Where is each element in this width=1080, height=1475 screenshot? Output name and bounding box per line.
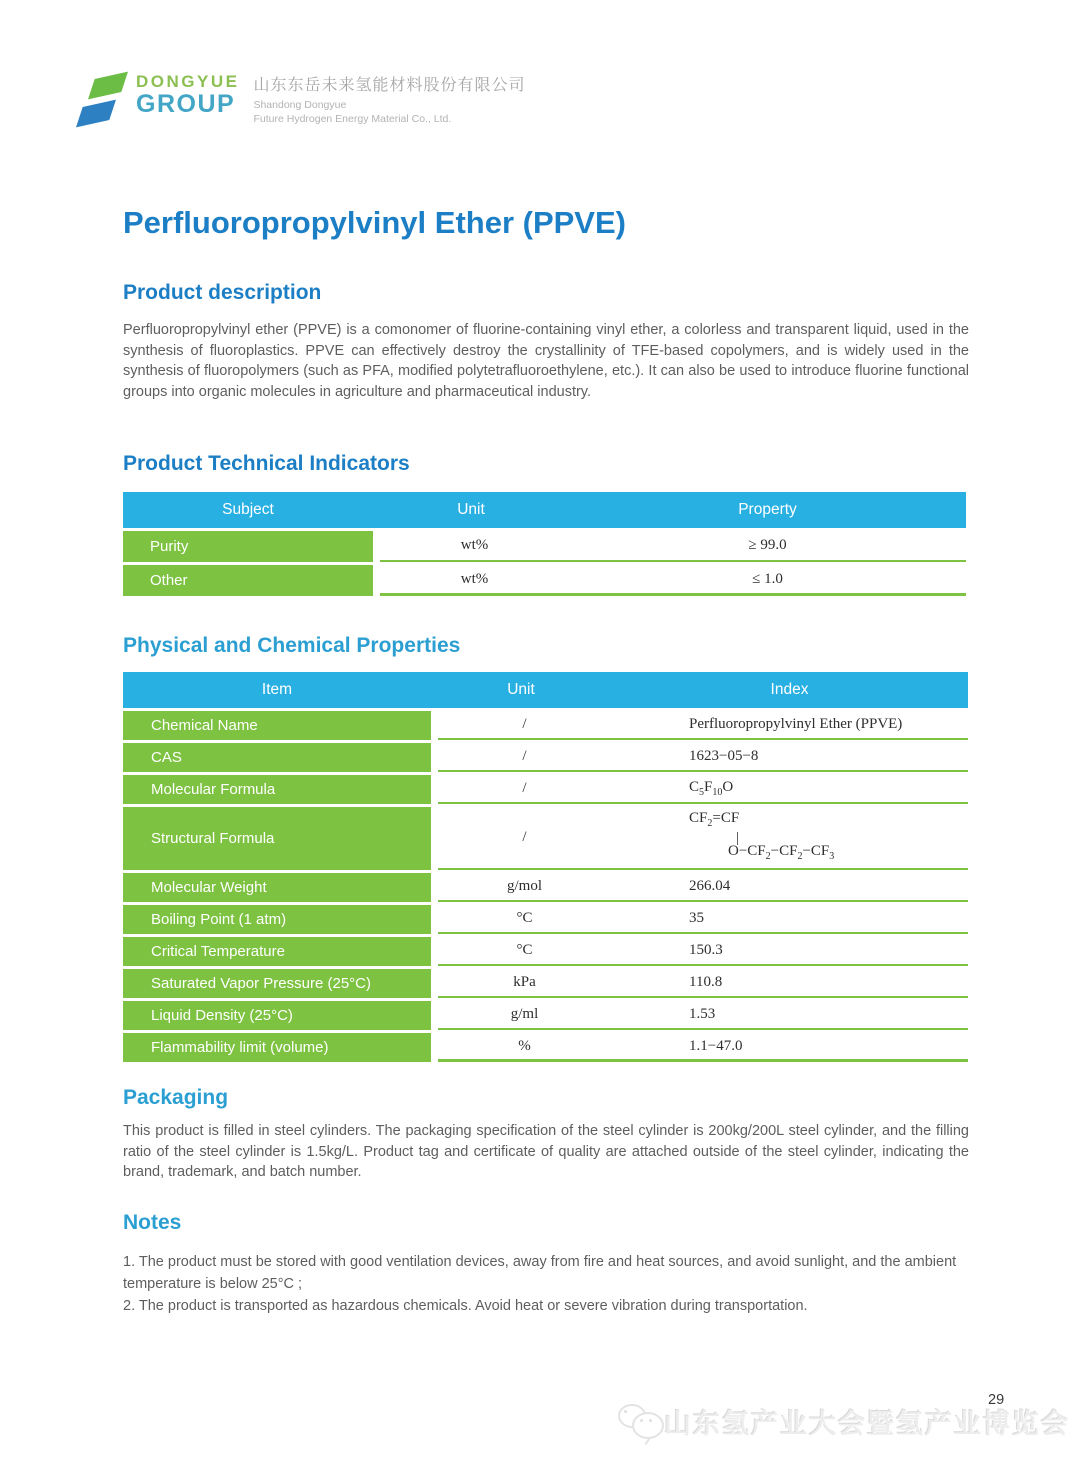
- critical-temperature-value: 150.3: [689, 942, 723, 958]
- header-brand: [80, 70, 525, 130]
- table-row: [123, 743, 968, 772]
- note-item-1: 1. The product must be stored with good ventilation devices, away from fire and heat sources, and avoid sunlight, and the ambient temperature is below 25°C ;: [123, 1254, 957, 1292]
- table-row: [123, 531, 966, 562]
- molecular-formula-value: $C_5F_{10}O$: [689, 779, 734, 798]
- footer-watermark: [616, 1400, 1070, 1442]
- company-en-line2: Future Hydrogen Energy Material Co., Ltd.: [253, 112, 452, 125]
- table-row: [123, 969, 968, 998]
- flammability-limit-value: 1.1−47.0: [689, 1037, 743, 1054]
- column-header-property: Property: [738, 501, 797, 518]
- molecular-weight-value: 266.04: [689, 878, 731, 894]
- logo-word-dongyue: DONGYUE: [136, 72, 240, 91]
- row-label-boiling-point: Boiling Point (1 atm): [123, 905, 431, 934]
- technical-indicators-header-row: [123, 492, 966, 528]
- table-row: [123, 1033, 968, 1062]
- properties-table: [123, 672, 968, 1062]
- boiling-point-value: 35: [689, 910, 704, 926]
- saturated-vapor-pressure-unit: kPa: [513, 974, 536, 990]
- column-header-item: Item: [261, 681, 293, 698]
- product-description-text: Perfluoropropylvinyl ether (PPVE) is a comonomer of fluorine-containing vinyl ether, a colorless and transparent liquid, used in the synthesis of fluoroplastics. PPVE can effectively destroy the crystallinity of TFE-based copolymers, and is widely used in the synthesis of fluoropolymers (such as PFA, modified polytetrafluoroethylene, etc.). It can also be used to introduce fluorine functional groups into organic molecules in agriculture and pharmaceutical industry.: [123, 322, 969, 400]
- liquid-density-unit: g/ml: [510, 1006, 539, 1022]
- molecular-weight-unit: g/mol: [506, 878, 542, 894]
- dongyue-logo-icon: [80, 72, 124, 130]
- table-row: [123, 873, 968, 902]
- watermark-text: 山东氢产业大会暨氢产业博览会: [664, 1408, 1070, 1439]
- other-value: ≤ 1.0: [752, 570, 783, 587]
- logo-wordmark: [136, 73, 239, 117]
- notes-list: [123, 1251, 969, 1317]
- table-row: [123, 1001, 968, 1030]
- row-label-saturated-vapor-pressure: Saturated Vapor Pressure (25°C): [123, 969, 431, 998]
- structural-formula-value: $CF_2=CF$ | $O-CF_2-CF_2-CF_3$: [689, 810, 835, 862]
- packaging-text: This product is filled in steel cylinders. The packaging specification of the steel cylinder is 200kg/200L steel cylinder, and the filling ratio of the steel cylinder is 1.5kg/L. Product tag and certificate of quality are attached outside of the steel cylinder, indicating the brand, trademark, and batch number.: [123, 1123, 969, 1180]
- column-header-index: Index: [770, 681, 809, 698]
- page-number: 29: [988, 1392, 1005, 1408]
- company-name-english: [253, 99, 525, 126]
- column-header-unit: Unit: [457, 501, 485, 518]
- section-heading-product-description: Product description: [123, 281, 322, 304]
- page-title: Perfluoropropylvinyl Ether (PPVE): [123, 205, 626, 240]
- other-unit: wt%: [460, 570, 489, 587]
- section-heading-notes: Notes: [123, 1211, 182, 1234]
- row-label-chemical-name: Chemical Name: [123, 711, 431, 740]
- technical-indicators-table: [123, 492, 966, 596]
- critical-temperature-unit: °C: [516, 942, 533, 958]
- row-label-structural-formula: Structural Formula: [123, 807, 431, 870]
- logo-parallelogram-green: [88, 72, 128, 100]
- liquid-density-value: 1.53: [689, 1006, 716, 1022]
- row-label-molecular-weight: Molecular Weight: [123, 873, 431, 902]
- row-label-liquid-density: Liquid Density (25°C): [123, 1001, 431, 1030]
- logo-word-group: GROUP: [136, 90, 236, 118]
- row-label-cas: CAS: [123, 743, 431, 772]
- company-name-chinese: 山东东岳未来氢能材料股份有限公司: [253, 77, 526, 94]
- table-row: [123, 565, 966, 596]
- table-row: [123, 775, 968, 804]
- company-en-line1: Shandong Dongyue: [253, 99, 347, 111]
- row-label-critical-temperature: Critical Temperature: [123, 937, 431, 966]
- table-row: [123, 807, 968, 870]
- column-header-unit: Unit: [507, 681, 535, 698]
- note-item-2: 2. The product is transported as hazardous chemicals. Avoid heat or severe vibration during transportation.: [123, 1298, 808, 1314]
- company-name-block: [253, 72, 525, 126]
- chemical-name-value: Perfluoropropylvinyl Ether (PPVE): [689, 716, 903, 732]
- row-label-molecular-formula: Molecular Formula: [123, 775, 431, 804]
- purity-value: ≥ 99.0: [748, 537, 787, 553]
- table-row: [123, 711, 968, 740]
- row-label-purity: Purity: [123, 531, 373, 562]
- properties-header-row: [123, 672, 968, 708]
- cas-value: 1623−05−8: [689, 748, 759, 764]
- chemical-name-unit: /: [522, 716, 527, 732]
- boiling-point-unit: °C: [516, 910, 533, 926]
- structural-formula-unit: /: [522, 829, 527, 845]
- table-row: [123, 905, 968, 934]
- table-row: [123, 937, 968, 966]
- cas-unit: /: [522, 748, 527, 764]
- row-label-other: Other: [123, 565, 373, 596]
- molecular-formula-unit: /: [522, 780, 527, 796]
- flammability-limit-unit: %: [518, 1037, 531, 1054]
- row-label-flammability-limit: Flammability limit (volume): [123, 1033, 431, 1062]
- section-heading-packaging: Packaging: [123, 1086, 229, 1109]
- purity-unit: wt%: [460, 537, 489, 553]
- wechat-icon: [616, 1400, 664, 1442]
- section-heading-technical-indicators: Product Technical Indicators: [123, 452, 410, 475]
- column-header-subject: Subject: [222, 501, 274, 518]
- logo-parallelogram-blue: [76, 100, 116, 128]
- saturated-vapor-pressure-value: 110.8: [689, 974, 723, 990]
- section-heading-physical-chemical: Physical and Chemical Properties: [123, 634, 461, 657]
